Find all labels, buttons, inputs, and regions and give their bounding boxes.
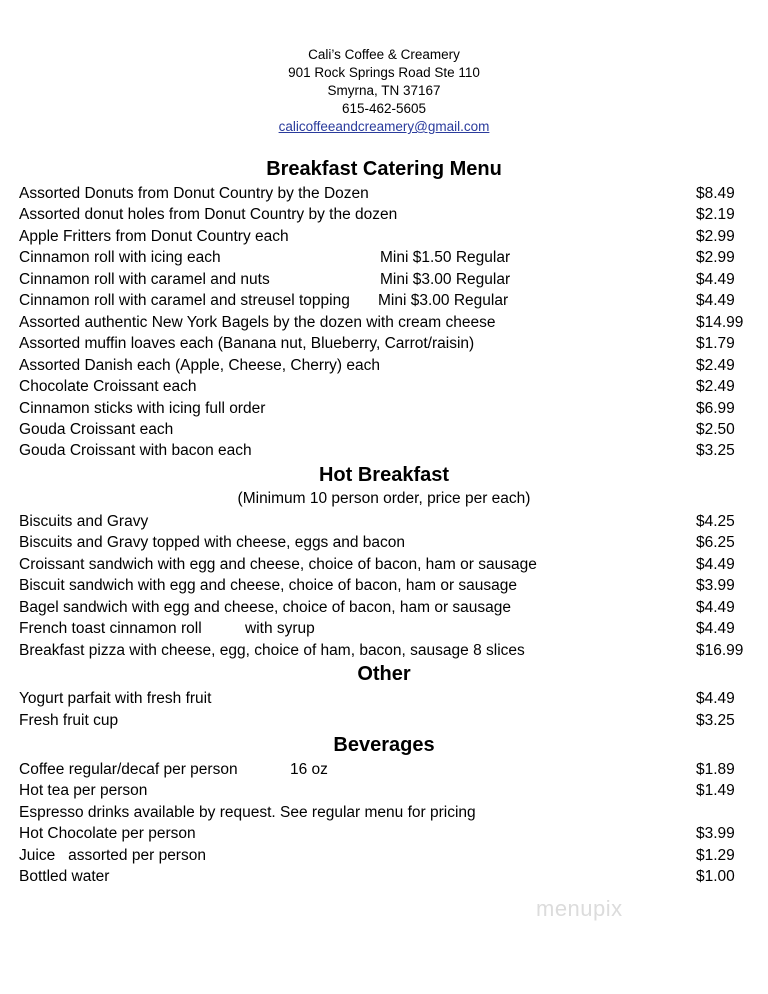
item-price: $4.49 bbox=[696, 599, 735, 616]
item-price: $3.99 bbox=[696, 825, 735, 842]
menu-item bbox=[19, 183, 749, 204]
item-name: Chocolate Croissant each bbox=[19, 378, 197, 395]
menu-item bbox=[19, 554, 749, 575]
item-price: $2.99 bbox=[696, 228, 735, 245]
item-price: $6.25 bbox=[696, 534, 735, 551]
item-name: Biscuits and Gravy bbox=[19, 513, 149, 530]
item-price: $1.89 bbox=[696, 761, 735, 778]
item-price: $2.19 bbox=[696, 206, 735, 223]
item-size-options: Mini $3.00 Regular bbox=[378, 292, 509, 309]
menu-item bbox=[19, 355, 749, 376]
item-name: Fresh fruit cup bbox=[19, 712, 119, 729]
menu-item bbox=[19, 845, 749, 866]
item-price: $14.99 bbox=[696, 314, 744, 331]
menu-item bbox=[19, 247, 749, 268]
menu-item bbox=[19, 618, 749, 639]
menu-item bbox=[19, 398, 749, 419]
item-name: Assorted muffin loaves each (Banana nut, Blueberry, Carrot/raisin) bbox=[19, 335, 475, 352]
menu-item bbox=[19, 312, 749, 333]
item-extra-note: with syrup bbox=[245, 620, 315, 637]
item-size-note: 16 oz bbox=[290, 761, 328, 778]
item-price: $4.25 bbox=[696, 513, 735, 530]
menu-item bbox=[19, 333, 749, 354]
item-name: Breakfast pizza with cheese, egg, choice of ham, bacon, sausage 8 slices bbox=[19, 642, 525, 659]
menupix-watermark: menupix bbox=[536, 896, 623, 921]
item-name: Cinnamon roll with icing each bbox=[19, 249, 221, 266]
item-name: Assorted Donuts from Donut Country by the Dozen bbox=[19, 185, 369, 202]
item-price: $3.25 bbox=[696, 442, 735, 459]
item-name: Biscuits and Gravy topped with cheese, eggs and bacon bbox=[19, 534, 406, 551]
item-price: $2.50 bbox=[696, 421, 735, 438]
business-phone: 615-462-5605 bbox=[341, 101, 427, 116]
menu-item bbox=[19, 376, 749, 397]
menu-item bbox=[19, 866, 749, 887]
item-name: Gouda Croissant each bbox=[19, 421, 174, 438]
item-name: Bagel sandwich with egg and cheese, choice of bacon, ham or sausage bbox=[19, 599, 512, 616]
menu-item bbox=[19, 290, 749, 311]
hot-breakfast-title: Hot Breakfast bbox=[318, 464, 450, 486]
menu-item bbox=[19, 575, 749, 596]
item-name: Assorted Danish each (Apple, Cheese, Cherry) each bbox=[19, 357, 380, 374]
hot-breakfast-note: (Minimum 10 person order, price per each) bbox=[237, 490, 531, 507]
menu-item bbox=[19, 710, 749, 731]
item-name: French toast cinnamon roll bbox=[19, 620, 202, 637]
item-name: Hot Chocolate per person bbox=[19, 825, 196, 842]
menu-item bbox=[19, 204, 749, 225]
item-name: Cinnamon sticks with icing full order bbox=[19, 400, 266, 417]
menu-item bbox=[19, 802, 749, 823]
menu-item bbox=[19, 688, 749, 709]
business-header bbox=[0, 46, 768, 136]
item-name: Juice assorted per person bbox=[19, 847, 206, 864]
item-name: Cinnamon roll with caramel and streusel topping bbox=[19, 292, 350, 309]
menu-item bbox=[19, 532, 749, 553]
business-address-line1: 901 Rock Springs Road Ste 110 bbox=[288, 65, 480, 80]
item-price: $1.49 bbox=[696, 782, 735, 799]
item-name: Hot tea per person bbox=[19, 782, 148, 799]
item-name: Bottled water bbox=[19, 868, 110, 885]
item-name: Espresso drinks available by request. See regular menu for pricing bbox=[19, 804, 476, 821]
item-price: $16.99 bbox=[696, 642, 744, 659]
menu-item bbox=[19, 640, 749, 661]
item-price: $8.49 bbox=[696, 185, 735, 202]
menu-item bbox=[19, 226, 749, 247]
item-size-options: Mini $1.50 Regular bbox=[380, 249, 511, 266]
item-price: $1.00 bbox=[696, 868, 735, 885]
menu-item bbox=[19, 419, 749, 440]
menu-item bbox=[19, 511, 749, 532]
menu-item bbox=[19, 597, 749, 618]
menu-item bbox=[19, 269, 749, 290]
item-price: $1.29 bbox=[696, 847, 735, 864]
item-name: Coffee regular/decaf per person bbox=[19, 761, 238, 778]
item-name: Yogurt parfait with fresh fruit bbox=[19, 690, 212, 707]
business-email-link[interactable]: calicoffeeandcreamery@gmail.com bbox=[278, 119, 490, 134]
business-name: Cali’s Coffee & Creamery bbox=[308, 47, 460, 62]
item-price: $2.49 bbox=[696, 357, 735, 374]
item-name: Assorted donut holes from Donut Country by the dozen bbox=[19, 206, 398, 223]
item-size-options: Mini $3.00 Regular bbox=[380, 271, 511, 288]
beverages-title: Beverages bbox=[333, 734, 435, 756]
business-address-line2: Smyrna, TN 37167 bbox=[327, 83, 441, 98]
item-price: $4.49 bbox=[696, 556, 735, 573]
item-price: $4.49 bbox=[696, 271, 735, 288]
breakfast-catering-title: Breakfast Catering Menu bbox=[266, 158, 502, 180]
item-price: $4.49 bbox=[696, 620, 735, 637]
menu-item bbox=[19, 823, 749, 844]
item-name: Apple Fritters from Donut Country each bbox=[19, 228, 289, 245]
menu-item bbox=[19, 759, 749, 780]
item-price: $2.99 bbox=[696, 249, 735, 266]
item-price: $6.99 bbox=[696, 400, 735, 417]
item-price: $3.25 bbox=[696, 712, 735, 729]
item-name: Gouda Croissant with bacon each bbox=[19, 442, 252, 459]
item-name: Cinnamon roll with caramel and nuts bbox=[19, 271, 270, 288]
item-name: Croissant sandwich with egg and cheese, choice of bacon, ham or sausage bbox=[19, 556, 537, 573]
item-name: Assorted authentic New York Bagels by the dozen with cream cheese bbox=[19, 314, 496, 331]
item-price: $2.49 bbox=[696, 378, 735, 395]
other-title: Other bbox=[357, 663, 411, 685]
item-name: Biscuit sandwich with egg and cheese, choice of bacon, ham or sausage bbox=[19, 577, 518, 594]
item-price: $1.79 bbox=[696, 335, 735, 352]
item-price: $3.99 bbox=[696, 577, 735, 594]
menu-item bbox=[19, 440, 749, 461]
item-price: $4.49 bbox=[696, 292, 735, 309]
item-price: $4.49 bbox=[696, 690, 735, 707]
menu-item bbox=[19, 780, 749, 801]
